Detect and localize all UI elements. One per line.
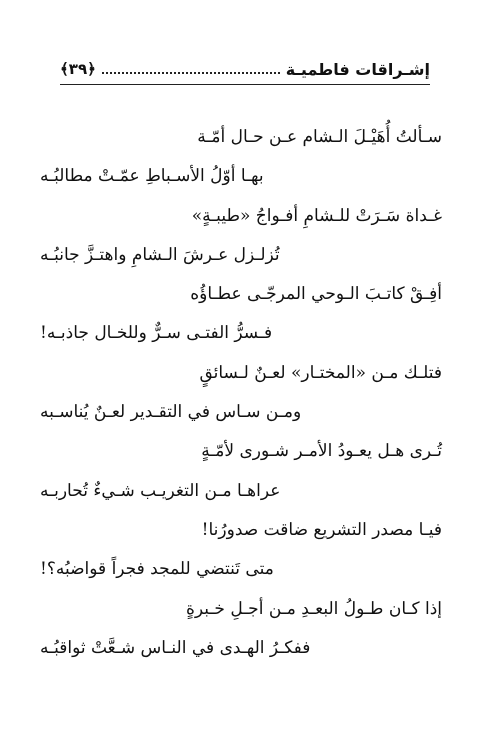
- verse-line-6: فـسرُّ الفتـى سـرٌّ وللخـال جاذبـه!: [40, 323, 273, 344]
- verse-line-9: تُـرى هـل يعـودُ الأمـر شـورى لأمّـةٍ: [201, 441, 442, 462]
- page-number: ﴿٣٩﴾: [60, 60, 96, 78]
- verse-line-13: إذا كـان طـولُ البعـدِ مـن أجـلِ خـبرةٍ: [186, 598, 442, 619]
- verse-line-11: فيـا مصدر التشريع ضاقت صدورُنا!: [201, 519, 442, 540]
- verse-line-14: ففكـرُ الهـدى في النـاس شـعَّتْ ثواقبُـه: [40, 637, 311, 658]
- verse-line-5: أفِـقْ كاتـبَ الـوحي المرجّـى عطـاؤُه: [190, 284, 442, 305]
- header-dot-leader: [102, 72, 280, 74]
- page-header: [60, 54, 430, 84]
- verse-line-7: فتلـك مـن «المختـار» لعـنٌ لـسائقٍ: [199, 362, 442, 383]
- running-title: إشـراقات فاطميـة: [285, 59, 430, 79]
- verse-line-1: سـألتُ أُهَيْـلَ الـشام عـن حـال أمّـة: [197, 127, 442, 147]
- verse-line-12: متى تَنتضي للمجد فجراً قواضبُه؟!: [40, 559, 274, 580]
- verse-line-4: تُزلـزل عـرشَ الـشامِ واهتـزَّ جانبُـه: [40, 244, 280, 265]
- verse-line-10: عراهـا مـن التغريـب شـيءٌ تُحاربـه: [40, 480, 281, 501]
- poem-body: [40, 118, 442, 668]
- verse-line-8: ومـن سـاس في التقـدير لعـنٌ يُناسـبه: [40, 402, 302, 423]
- verse-line-2: بهـا أوّلُ الأسـباطِ عمّـتْ مطالبُـه: [40, 166, 264, 187]
- verse-line-3: غـداة سَـرَتْ للـشامِ أفـواجُ «طيبـةٍ»: [191, 205, 442, 226]
- header-rule: [60, 84, 430, 85]
